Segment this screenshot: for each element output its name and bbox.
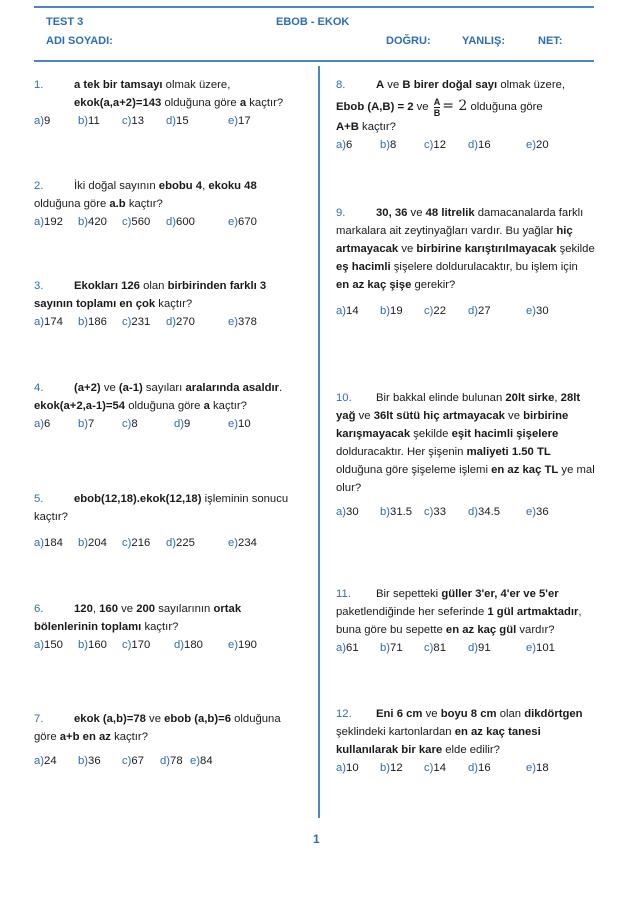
option-b[interactable]: b)8 bbox=[380, 139, 397, 151]
option-a[interactable]: a)184 bbox=[34, 537, 63, 549]
answer-options bbox=[34, 213, 310, 231]
question-text: birbirine bbox=[523, 410, 569, 422]
question-12 bbox=[336, 705, 608, 777]
question-text: ebob (a,b)=6 bbox=[164, 713, 231, 725]
question-text: olduğuna göre bbox=[467, 101, 543, 113]
option-a[interactable]: a)174 bbox=[34, 316, 63, 328]
option-b[interactable]: b)11 bbox=[78, 115, 100, 127]
question-text: ekoku 48 bbox=[208, 180, 257, 192]
question-text: kaçtır? bbox=[125, 198, 163, 210]
option-b[interactable]: b)7 bbox=[78, 418, 95, 430]
question-text: olan bbox=[139, 280, 168, 292]
option-e[interactable]: e)10 bbox=[228, 418, 251, 430]
question-text: kaçtır? bbox=[209, 400, 247, 412]
answer-options bbox=[34, 534, 310, 552]
question-text: ekok(a+2,a-1)=54 bbox=[34, 400, 126, 412]
answer-options bbox=[336, 302, 608, 320]
question-text: 200 bbox=[136, 603, 156, 615]
option-e[interactable]: e)84 bbox=[190, 755, 213, 767]
question-text: a bbox=[203, 400, 210, 412]
question-text: a bbox=[239, 97, 247, 109]
question-text: = 2 bbox=[442, 98, 468, 114]
answer-options bbox=[34, 752, 310, 770]
option-a[interactable]: a)61 bbox=[336, 642, 359, 654]
question-text: birbirinden farklı 3 bbox=[167, 280, 267, 292]
question-text: , bbox=[578, 606, 582, 618]
question-3 bbox=[34, 277, 310, 331]
question-text: ve bbox=[407, 207, 426, 219]
question-number: 12. bbox=[336, 708, 352, 720]
question-number: 3. bbox=[34, 280, 44, 292]
answer-options bbox=[336, 639, 608, 657]
question-text: ebob(12,18).ekok(12,18) bbox=[74, 493, 202, 505]
option-a[interactable]: a)30 bbox=[336, 506, 359, 518]
question-text: Ekokları 126 bbox=[74, 280, 140, 292]
option-e[interactable]: e)30 bbox=[526, 305, 549, 317]
option-e[interactable]: e)36 bbox=[526, 506, 549, 518]
question-text: ekok (a,b)=78 bbox=[74, 713, 146, 725]
question-text: en az kaç tanesi bbox=[454, 726, 541, 738]
question-text: B birer doğal sayı bbox=[402, 79, 498, 91]
option-d[interactable]: d)15 bbox=[166, 115, 189, 127]
question-text: A bbox=[376, 79, 385, 91]
option-d[interactable]: d)600 bbox=[166, 216, 195, 228]
question-text: artmayacak bbox=[336, 243, 399, 255]
question-number: 6. bbox=[34, 603, 44, 615]
question-text: , bbox=[202, 180, 209, 192]
question-text: boyu 8 cm bbox=[440, 708, 497, 720]
question-text: olduğuna göre bbox=[125, 400, 204, 412]
question-text: eşit hacimli şişelere bbox=[451, 428, 559, 440]
question-4 bbox=[34, 379, 310, 433]
question-text: markalara ait zeytinyağları vardır. Bu yağlar bbox=[336, 225, 557, 237]
column-divider bbox=[318, 66, 320, 818]
question-text: güller 3'er, 4'er ve 5'er bbox=[441, 588, 559, 600]
answer-options bbox=[336, 503, 608, 521]
question-text: damacanalarda farklı bbox=[474, 207, 584, 219]
option-d[interactable]: d)34.5 bbox=[468, 506, 501, 518]
fraction-a-over-b: $\frac{A}{B}$ bbox=[433, 96, 441, 118]
option-e[interactable]: e)378 bbox=[228, 316, 257, 328]
question-text: en az kaç TL bbox=[491, 464, 559, 476]
question-text: aralarında asaldır bbox=[185, 382, 280, 394]
question-text: kaçtır? bbox=[34, 511, 68, 523]
question-text: Eni 6 cm bbox=[376, 708, 423, 720]
question-text: ebobu 4 bbox=[158, 180, 203, 192]
question-text: Bir sepetteki bbox=[376, 588, 442, 600]
question-text: maliyeti 1.50 TL bbox=[466, 446, 551, 458]
topic-title: EBOB - EKOK bbox=[276, 16, 350, 28]
question-text: sayıları bbox=[142, 382, 186, 394]
question-text: 48 litrelik bbox=[425, 207, 475, 219]
question-text: şekilde bbox=[556, 243, 595, 255]
question-text: 28lt bbox=[560, 392, 581, 404]
answer-options bbox=[34, 112, 310, 130]
option-b[interactable]: b)160 bbox=[78, 639, 107, 651]
option-d[interactable]: d)270 bbox=[166, 316, 195, 328]
question-text: İki doğal sayının bbox=[74, 180, 159, 192]
question-text: olduğuna göre şişeleme işlemi bbox=[336, 464, 492, 476]
question-text: göre bbox=[34, 731, 60, 743]
question-text: hiç bbox=[556, 225, 573, 237]
question-text: ve bbox=[384, 79, 403, 91]
question-1 bbox=[34, 76, 310, 130]
option-b[interactable]: b)19 bbox=[380, 305, 403, 317]
option-a[interactable]: a)192 bbox=[34, 216, 63, 228]
question-text: kullanılarak bir kare bbox=[336, 744, 443, 756]
option-d[interactable]: d)9 bbox=[174, 418, 191, 430]
question-text: kaçtır? bbox=[358, 121, 396, 133]
question-text: ortak bbox=[213, 603, 242, 615]
question-8 bbox=[336, 76, 606, 154]
question-text: 30, 36 bbox=[376, 207, 408, 219]
option-c[interactable]: c)33 bbox=[424, 506, 446, 518]
question-text: dolduracaktır. Her şişenin bbox=[336, 446, 467, 458]
question-text: işleminin sonucu bbox=[201, 493, 289, 505]
question-text: olduğuna göre bbox=[34, 198, 110, 210]
question-text: . bbox=[279, 382, 283, 394]
question-text: , bbox=[554, 392, 561, 404]
option-e[interactable]: e)234 bbox=[228, 537, 257, 549]
question-text: ve bbox=[145, 713, 165, 725]
question-text: bölenlerinin toplamı bbox=[34, 621, 142, 633]
question-text: 36lt sütü hiç artmayacak bbox=[373, 410, 505, 422]
option-c[interactable]: c)231 bbox=[122, 316, 151, 328]
question-6 bbox=[34, 600, 310, 654]
question-text: a tek bir tamsayı bbox=[74, 79, 163, 91]
question-text: (a+2) bbox=[74, 382, 101, 394]
question-text: Ebob (A,B) = 2 bbox=[336, 101, 414, 113]
question-text: dikdörtgen bbox=[524, 708, 583, 720]
question-text: şeklindeki kartonlardan bbox=[336, 726, 455, 738]
question-text: olan bbox=[496, 708, 525, 720]
question-text: yağ bbox=[336, 410, 356, 422]
question-7 bbox=[34, 710, 310, 770]
option-b[interactable]: b)186 bbox=[78, 316, 107, 328]
option-d[interactable]: d)16 bbox=[468, 762, 491, 774]
answer-options bbox=[34, 415, 310, 433]
option-d[interactable]: d)27 bbox=[468, 305, 491, 317]
option-c[interactable]: c)560 bbox=[122, 216, 151, 228]
question-text: 20lt sirke bbox=[505, 392, 555, 404]
option-c[interactable]: c)81 bbox=[424, 642, 446, 654]
question-9 bbox=[336, 204, 608, 320]
answer-options bbox=[34, 313, 310, 331]
question-text: ve bbox=[118, 603, 137, 615]
option-d[interactable]: d)78 bbox=[160, 755, 183, 767]
question-text: sayılarının bbox=[155, 603, 214, 615]
net-label: NET: bbox=[538, 35, 563, 47]
option-b[interactable]: b)31.5 bbox=[380, 506, 413, 518]
question-text: a.b bbox=[109, 198, 126, 210]
question-number: 2. bbox=[34, 180, 44, 192]
question-text: sayının toplamı en çok bbox=[34, 298, 156, 310]
option-c[interactable]: c)216 bbox=[122, 537, 151, 549]
question-text: 120 bbox=[74, 603, 93, 615]
option-a[interactable]: a)10 bbox=[336, 762, 359, 774]
question-number: 8. bbox=[336, 79, 346, 91]
question-text: ve bbox=[398, 243, 417, 255]
question-text: A+B bbox=[336, 121, 359, 133]
question-2 bbox=[34, 177, 310, 231]
option-c[interactable]: c)170 bbox=[122, 639, 151, 651]
question-text: elde edilir? bbox=[442, 744, 500, 756]
header-bottom-rule bbox=[34, 60, 594, 62]
option-e[interactable]: e)190 bbox=[228, 639, 257, 651]
question-text: olmak üzere, bbox=[497, 79, 566, 91]
question-text: karışmayacak bbox=[336, 428, 411, 440]
question-text: eş hacimli bbox=[336, 261, 391, 273]
option-c[interactable]: c)8 bbox=[122, 418, 138, 430]
question-text: kaçtır? bbox=[155, 298, 193, 310]
test-label: TEST 3 bbox=[46, 16, 84, 28]
question-text: ekok(a,a+2)=143 bbox=[74, 97, 162, 109]
option-b[interactable]: b)36 bbox=[78, 755, 101, 767]
option-d[interactable]: d)91 bbox=[468, 642, 491, 654]
correct-label: DOĞRU: bbox=[386, 35, 431, 47]
question-text: ve bbox=[504, 410, 524, 422]
option-a[interactable]: a)6 bbox=[336, 139, 353, 151]
option-e[interactable]: e)17 bbox=[228, 115, 251, 127]
answer-options bbox=[34, 636, 310, 654]
question-text: ve bbox=[422, 708, 441, 720]
option-b[interactable]: b)71 bbox=[380, 642, 403, 654]
name-label: ADI SOYADI: bbox=[46, 35, 113, 47]
question-text: (a-1) bbox=[118, 382, 143, 394]
option-c[interactable]: c)14 bbox=[424, 762, 446, 774]
option-c[interactable]: c)22 bbox=[424, 305, 446, 317]
question-number: 5. bbox=[34, 493, 44, 505]
question-text: olur? bbox=[336, 482, 362, 494]
question-text: 1 gül artmaktadır bbox=[487, 606, 579, 618]
question-text: ve bbox=[355, 410, 374, 422]
question-text: en az kaç gül bbox=[445, 624, 517, 636]
option-e[interactable]: e)20 bbox=[526, 139, 549, 151]
option-e[interactable]: e)101 bbox=[526, 642, 555, 654]
wrong-label: YANLIŞ: bbox=[462, 35, 505, 47]
option-a[interactable]: a)14 bbox=[336, 305, 359, 317]
question-number: 11. bbox=[336, 588, 351, 600]
question-text: buna göre bu sepette bbox=[336, 624, 446, 636]
question-text: ve bbox=[413, 101, 432, 113]
option-e[interactable]: e)670 bbox=[228, 216, 257, 228]
question-text: kaçtır? bbox=[246, 97, 284, 109]
question-text: şekilde bbox=[410, 428, 452, 440]
option-a[interactable]: a)150 bbox=[34, 639, 63, 651]
option-a[interactable]: a)24 bbox=[34, 755, 57, 767]
question-5 bbox=[34, 490, 310, 552]
question-text: ve bbox=[100, 382, 119, 394]
question-text: olmak üzere, bbox=[162, 79, 231, 91]
option-d[interactable]: d)16 bbox=[468, 139, 491, 151]
question-text: paketlendiğinde her seferinde bbox=[336, 606, 488, 618]
option-c[interactable]: c)67 bbox=[122, 755, 144, 767]
question-number: 1. bbox=[34, 79, 44, 91]
option-d[interactable]: d)180 bbox=[174, 639, 203, 651]
question-text: en az kaç şişe bbox=[336, 279, 412, 291]
option-c[interactable]: c)12 bbox=[424, 139, 446, 151]
question-text: kaçtır? bbox=[110, 731, 148, 743]
question-text: olduğuna bbox=[230, 713, 281, 725]
question-text: birbirine karıştırılmayacak bbox=[416, 243, 557, 255]
header-top-rule bbox=[34, 6, 594, 8]
page-number: 1 bbox=[313, 832, 320, 846]
question-text: Bir bakkal elinde bulunan bbox=[376, 392, 506, 404]
option-a[interactable]: a)9 bbox=[34, 115, 51, 127]
question-11 bbox=[336, 585, 608, 657]
question-number: 4. bbox=[34, 382, 44, 394]
option-e[interactable]: e)18 bbox=[526, 762, 549, 774]
question-text: vardır? bbox=[516, 624, 555, 636]
question-text: olduğuna göre bbox=[161, 97, 240, 109]
question-number: 7. bbox=[34, 713, 44, 725]
question-text: ye mal bbox=[558, 464, 595, 476]
question-text: a+b en az bbox=[59, 731, 111, 743]
question-text: gerekir? bbox=[411, 279, 456, 291]
question-text: , bbox=[92, 603, 100, 615]
question-10 bbox=[336, 389, 608, 521]
option-b[interactable]: b)204 bbox=[78, 537, 107, 549]
option-c[interactable]: c)13 bbox=[122, 115, 144, 127]
answer-options bbox=[336, 136, 606, 154]
option-b[interactable]: b)12 bbox=[380, 762, 403, 774]
option-d[interactable]: d)225 bbox=[166, 537, 195, 549]
question-text: şişelere doldurulacaktır, bu işlem için bbox=[390, 261, 578, 273]
answer-options bbox=[336, 759, 608, 777]
question-number: 10. bbox=[336, 392, 352, 404]
question-number: 9. bbox=[336, 207, 346, 219]
question-text: 160 bbox=[99, 603, 118, 615]
option-b[interactable]: b)420 bbox=[78, 216, 107, 228]
question-text: kaçtır? bbox=[141, 621, 179, 633]
option-a[interactable]: a)6 bbox=[34, 418, 51, 430]
